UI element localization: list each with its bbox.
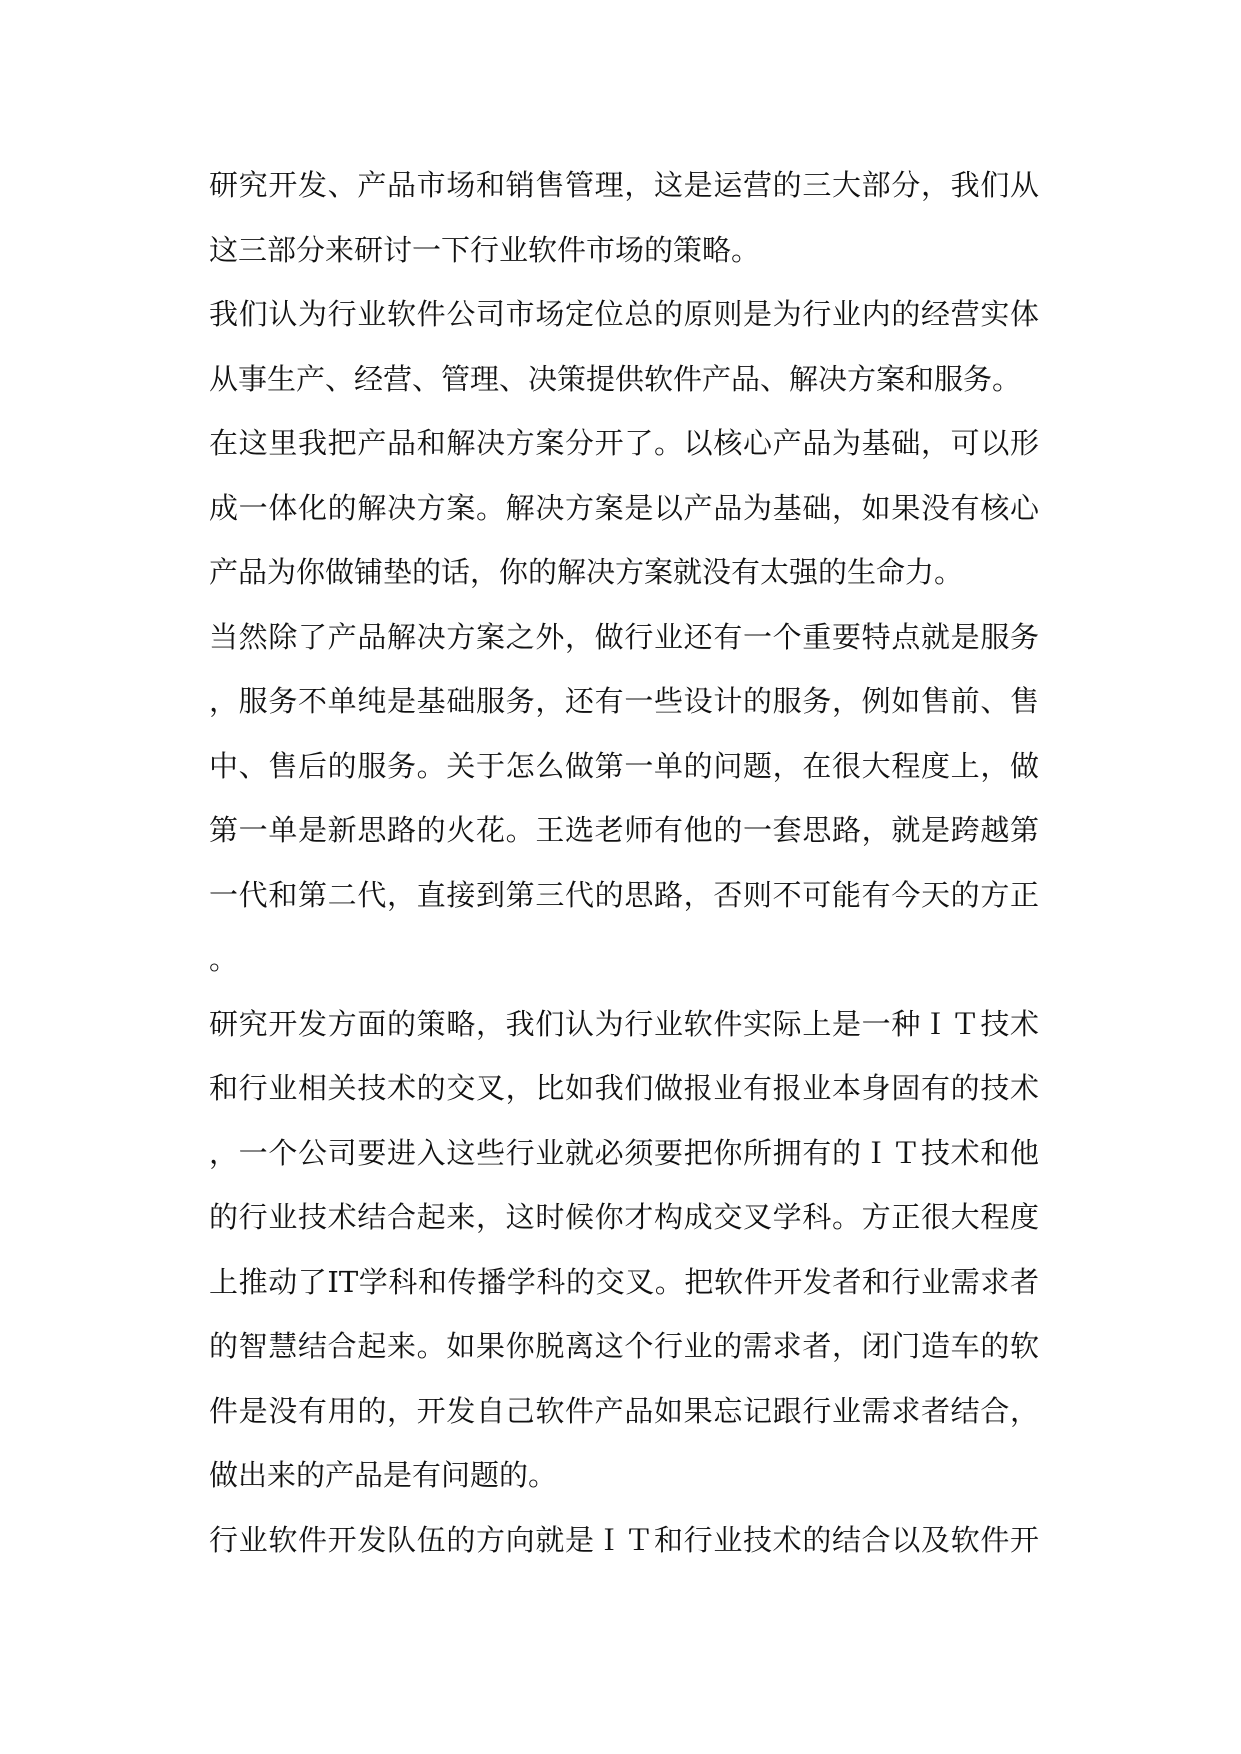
text-line: 研究开发、产品市场和销售管理，这是运营的三大部分，我们从: [209, 168, 1039, 202]
text-line: ，一个公司要进入这些行业就必须要把你所拥有的ＩＴ技术和他: [209, 1135, 1039, 1170]
text-line: 中、售后的服务。关于怎么做第一单的问题，在很大程度上，做: [209, 748, 1039, 783]
text-line: 这三部分来研讨一下行业软件市场的策略。: [209, 232, 761, 267]
text-line: 一代和第二代，直接到第三代的思路，否则不可能有今天的方正: [209, 877, 1039, 912]
text-line: 研究开发方面的策略，我们认为行业软件实际上是一种ＩＴ技术: [209, 1006, 1039, 1041]
text-line: ，服务不单纯是基础服务，还有一些设计的服务，例如售前、售: [209, 684, 1039, 718]
text-line: 的行业技术结合起来，这时候你才构成交叉学科。方正很大程度: [209, 1200, 1039, 1234]
text-line: 。: [209, 942, 239, 976]
text-line: 成一体化的解决方案。解决方案是以产品为基础，如果没有核心: [209, 490, 1039, 525]
body-text: [209, 160, 1039, 1579]
text-line: 从事生产、经营、管理、决策提供软件产品、解决方案和服务。: [209, 361, 1022, 396]
text-line: 产品为你做铺垫的话，你的解决方案就没有太强的生命力。: [209, 555, 964, 589]
text-line: 在这里我把产品和解决方案分开了。以核心产品为基础，可以形: [209, 426, 1039, 460]
text-line: 件是没有用的，开发自己软件产品如果忘记跟行业需求者结合，: [209, 1393, 1039, 1428]
text-line: 行业软件开发队伍的方向就是ＩＴ和行业技术的结合以及软件开: [209, 1522, 1039, 1557]
text-line: 当然除了产品解决方案之外，做行业还有一个重要特点就是服务: [209, 619, 1039, 654]
text-line: 的智慧结合起来。如果你脱离这个行业的需求者，闭门造车的软: [209, 1329, 1039, 1363]
text-line: 和行业相关技术的交叉，比如我们做报业有报业本身固有的技术: [209, 1071, 1039, 1105]
text-line: 做出来的产品是有问题的。: [209, 1458, 558, 1492]
text-line: 第一单是新思路的火花。王选老师有他的一套思路，就是跨越第: [209, 813, 1039, 847]
text-line: 我们认为行业软件公司市场定位总的原则是为行业内的经营实体: [209, 297, 1039, 331]
text-line: 上推动了IT学科和传播学科的交叉。把软件开发者和行业需求者: [209, 1264, 1039, 1299]
